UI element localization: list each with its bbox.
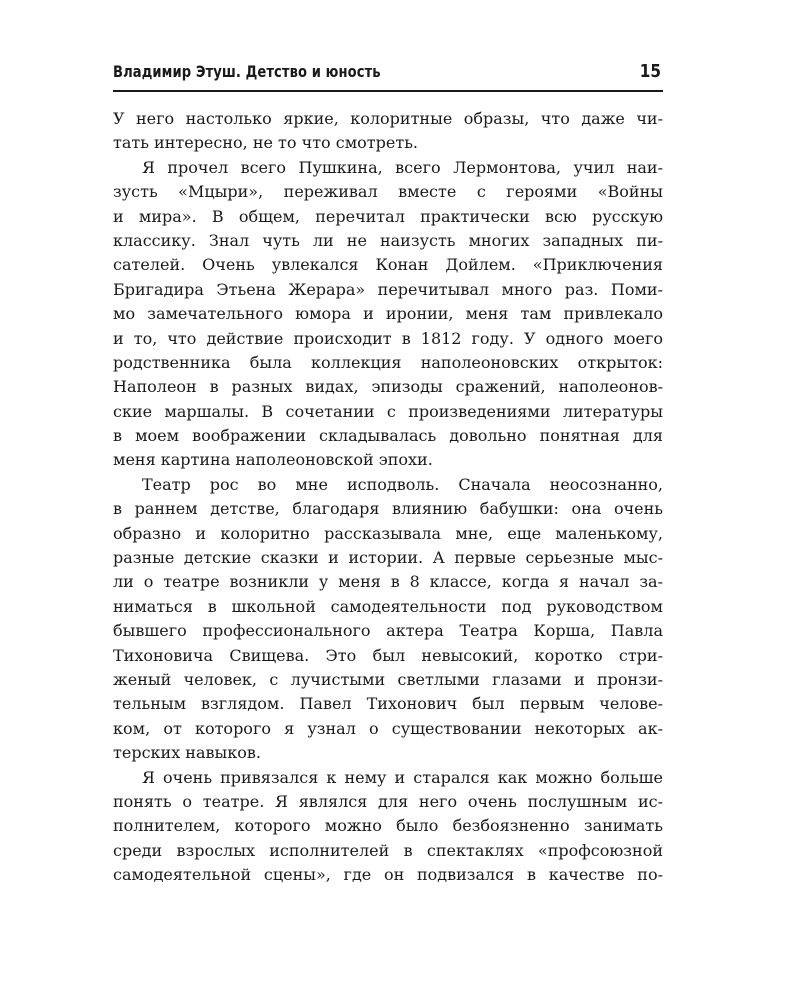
text-line: в моем воображении складывалась довольно понятная для (113, 426, 663, 446)
text-line: ком, от которого я узнал о существовании некоторых ак- (113, 718, 663, 738)
text-line: и то, что действие происходит в 1812 году. У одного моего (113, 328, 663, 348)
text-line: среди взрослых исполнителей в спектаклях «профсоюзной (113, 840, 663, 860)
text-line: Бригадира Этьена Жерара» перечитывал много раз. Поми- (113, 279, 663, 299)
text-line: сателей. Очень увлекался Конан Дойлем. «Приключения (113, 255, 663, 275)
text-line: терских навыков. (113, 743, 261, 763)
running-header (113, 62, 663, 92)
text-line: ниматься в школьной самодеятельности под руководством (113, 596, 663, 616)
text-line: зусть «Мцыри», переживал вместе с героями «Войны (113, 182, 663, 202)
text-line: Наполеон в разных видах, эпизоды сражений, наполеонов- (113, 377, 663, 397)
text-line: Я прочел всего Пушкина, всего Лермонтова, учил наи- (142, 157, 663, 177)
text-line: тать интересно, не то что смотреть. (113, 133, 419, 153)
text-line: женый человек, с лучистыми светлыми глазами и пронзи- (113, 669, 663, 689)
body-text (113, 107, 663, 888)
text-line: Тихоновича Свищева. Это был невысокий, коротко стри- (113, 645, 663, 665)
text-line: разные детские сказки и истории. А первые серьезные мыс- (113, 548, 663, 568)
page-number: 15 (639, 61, 661, 82)
text-line: мо замечательного юмора и иронии, меня там привлекало (113, 304, 663, 324)
text-line: образно и колоритно рассказывала мне, еще маленькому, (113, 523, 663, 543)
text-line: У него настолько яркие, колоритные образы, что даже чи- (113, 109, 663, 128)
text-line: родственника была коллекция наполеоновских открыток: (113, 352, 663, 372)
text-line: полнителем, которого можно было безбоязненно занимать (113, 816, 663, 836)
text-line: Театр рос во мне исподволь. Сначала неосознанно, (142, 474, 663, 494)
text-line: ли о театре возникли у меня в 8 классе, когда я начал за- (113, 572, 663, 592)
text-line: бывшего профессионального актера Театра Корша, Павла (113, 621, 663, 641)
text-line: и мира». В общем, перечитал практически всю русскую (113, 206, 663, 226)
text-line: ские маршалы. В сочетании с произведениями литературы (113, 401, 663, 421)
text-line: Я очень привязался к нему и старался как можно больше (142, 767, 663, 787)
text-line: понять о театре. Я являлся для него очень послушным ис- (113, 791, 663, 811)
text-line: классику. Знал чуть ли не наизусть многих западных пи- (113, 230, 663, 250)
text-line: меня картина наполеоновской эпохи. (113, 450, 433, 470)
text-line: самодеятельной сцены», где он подвизался в качестве по- (113, 865, 663, 885)
text-line: тельным взглядом. Павел Тихонович был первым челове- (113, 694, 663, 714)
text-line: в раннем детстве, благодаря влиянию бабушки: она очень (113, 499, 663, 519)
running-header-title: Владимир Этуш. Детство и юность (113, 62, 381, 81)
